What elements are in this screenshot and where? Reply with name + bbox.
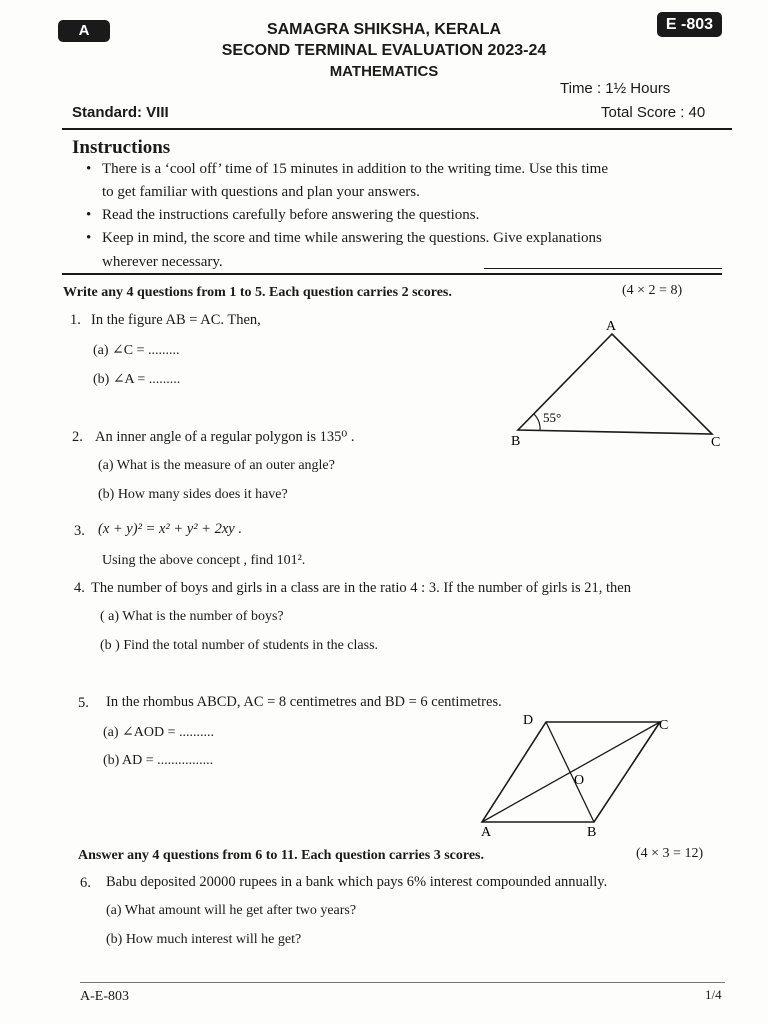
- q5-part-b: (b) AD = ................: [103, 753, 214, 768]
- vertex-D-label: D: [523, 713, 534, 728]
- q6-part-a: (a) What amount will he get after two years?: [106, 903, 357, 918]
- total-score-label: Total Score : 40: [601, 104, 706, 121]
- q6-part-b: (b) How much interest will he get?: [106, 932, 302, 947]
- section1-marks: (4 × 2 = 8): [622, 283, 683, 298]
- section1-heading: Write any 4 questions from 1 to 5. Each question carries 2 scores.: [63, 285, 452, 300]
- q5-number: 5.: [78, 695, 89, 711]
- vertex-A-label: A: [481, 825, 492, 840]
- q2-part-b: (b) How many sides does it have?: [98, 487, 288, 502]
- q4-text: The number of boys and girls in a class are in the ratio 4 : 3. If the number of girls is 21, then: [91, 580, 631, 596]
- center-O-label: O: [574, 773, 585, 788]
- instruction-item: • There is a ‘cool off’ time of 15 minutes in addition to the writing time. Use this time: [102, 158, 608, 181]
- q3-number: 3.: [74, 523, 85, 539]
- diagonal-AC: [482, 722, 660, 822]
- q1-part-b: (b) ∠A = .........: [93, 372, 181, 387]
- exam-title: SECOND TERMINAL EVALUATION 2023-24: [221, 42, 547, 59]
- instruction-item-cont: to get familiar with questions and plan your answers.: [102, 184, 420, 200]
- rhombus-figure: [470, 708, 685, 844]
- footer-code: A-E-803: [80, 989, 129, 1004]
- diagonal-BD: [546, 722, 594, 822]
- q2-text: An inner angle of a regular polygon is 135⁰ .: [95, 429, 355, 445]
- q6-text: Babu deposited 20000 rupees in a bank which pays 6% interest compounded annually.: [106, 874, 608, 890]
- instruction-item: • Keep in mind, the score and time while answering the questions. Give explanations: [102, 227, 602, 250]
- footer-divider: [80, 982, 725, 983]
- page-number: 1/4: [705, 987, 722, 1002]
- standard-label: Standard: VIII: [72, 104, 169, 121]
- q1-part-a: (a) ∠C = .........: [93, 343, 180, 358]
- subject-title: MATHEMATICS: [329, 63, 439, 80]
- q6-number: 6.: [80, 875, 91, 891]
- vertex-C-label: C: [711, 435, 721, 450]
- instructions-divider-thin: [484, 268, 722, 269]
- q5-text: In the rhombus ABCD, AC = 8 centimetres and BD = 6 centimetres.: [106, 694, 502, 710]
- instruction-item-cont: wherever necessary.: [102, 254, 223, 270]
- instructions-divider: [62, 273, 722, 275]
- q1-number: 1.: [70, 312, 81, 328]
- vertex-B-label: B: [511, 434, 521, 449]
- paper-code-badge: E -803: [657, 12, 722, 37]
- vertex-A-label: A: [606, 319, 617, 334]
- set-badge: A: [58, 20, 110, 42]
- instructions-title: Instructions: [72, 137, 171, 158]
- q4-part-b: (b ) Find the total number of students in the class.: [100, 638, 379, 653]
- org-title: SAMAGRA SHIKSHA, KERALA: [266, 21, 502, 38]
- vertex-C-label: C: [659, 718, 669, 733]
- angle-55-label: 55°: [543, 410, 562, 425]
- q4-number: 4.: [74, 580, 85, 596]
- q2-number: 2.: [72, 429, 83, 445]
- section2-heading: Answer any 4 questions from 6 to 11. Each question carries 3 scores.: [78, 848, 484, 863]
- angle-arc: [534, 414, 540, 431]
- instruction-item: • Read the instructions carefully before answering the questions.: [102, 204, 479, 227]
- q3-formula: (x + y)² = x² + y² + 2xy .: [98, 521, 242, 537]
- header-divider: [62, 128, 732, 130]
- q2-part-a: (a) What is the measure of an outer angle?: [98, 458, 335, 473]
- q3-text: Using the above concept , find 101².: [102, 553, 306, 568]
- triangle-figure: [500, 312, 730, 454]
- q1-text: In the figure AB = AC. Then,: [91, 312, 261, 328]
- section2-marks: (4 × 3 = 12): [636, 846, 704, 861]
- vertex-B-label: B: [587, 825, 597, 840]
- q5-part-a: (a) ∠AOD = ..........: [103, 725, 214, 740]
- q4-part-a: ( a) What is the number of boys?: [100, 609, 284, 624]
- time-label: Time : 1½ Hours: [560, 80, 671, 97]
